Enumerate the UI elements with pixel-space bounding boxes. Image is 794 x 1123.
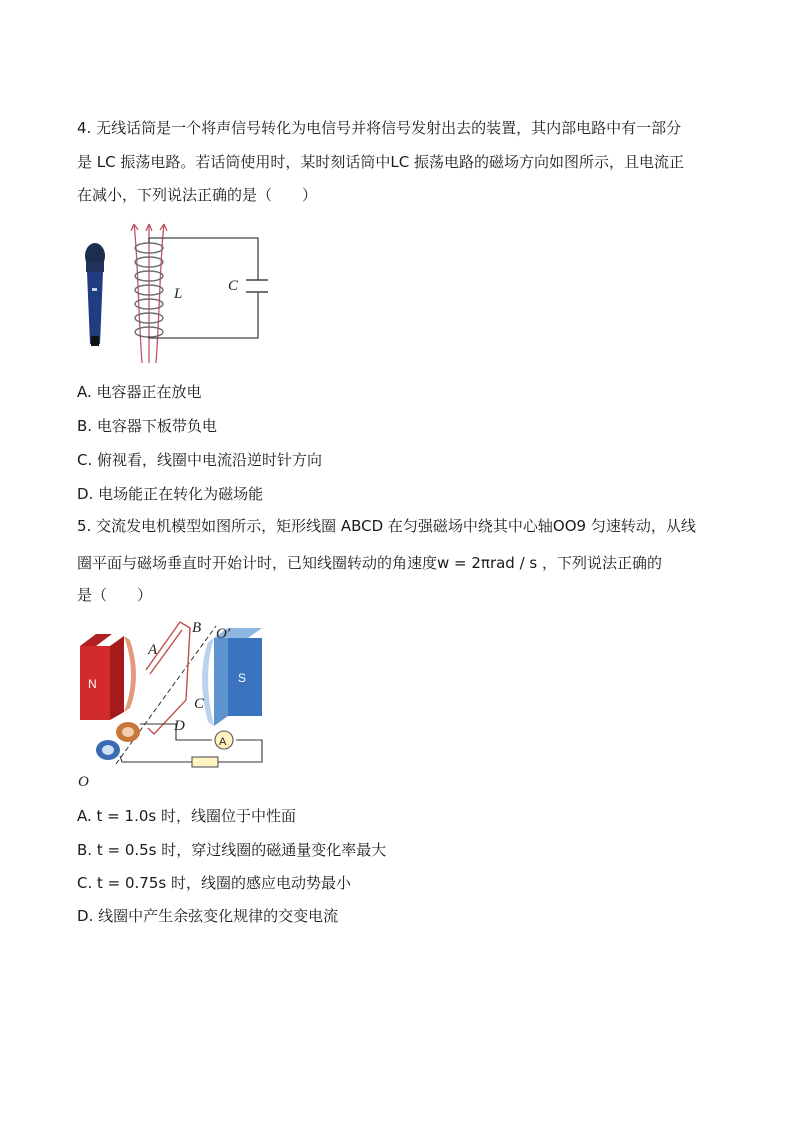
- magnet-n-pole: [80, 634, 136, 720]
- q5-stem-line-2: 圈平面与磁场垂直时开始计时，已知线圈转动的角速度w = 2πrad / s ，下列说法正确的: [77, 554, 663, 572]
- label-O-prime: O′: [216, 626, 231, 642]
- label-B: B: [192, 620, 202, 636]
- q5-generator-diagram: [76, 616, 272, 788]
- q4-stem-line-3: 在减小，下列说法正确的是（ ）: [77, 186, 318, 204]
- label-D: D: [174, 718, 185, 734]
- ammeter: [215, 731, 233, 749]
- external-circuit: [120, 724, 262, 767]
- microphone-icon: [85, 243, 105, 346]
- ammeter-label: A: [219, 736, 227, 748]
- circuit-wire: [149, 238, 268, 338]
- q4-option-d[interactable]: D. 电场能正在转化为磁场能: [77, 485, 264, 503]
- label-C: C: [228, 278, 239, 294]
- q4-lc-circuit-diagram: [78, 218, 268, 364]
- label-L: L: [174, 286, 183, 302]
- q5-figure: [76, 616, 272, 788]
- q5-option-c[interactable]: C. t = 0.75s 时，线圈的感应电动势最小: [77, 874, 351, 892]
- label-C: C: [194, 696, 205, 712]
- label-A: A: [148, 642, 158, 658]
- q5-stem-line-1: 5. 交流发电机模型如图所示，矩形线圈 ABCD 在匀强磁场中绕其中心轴OO9 匀速转动，从线: [77, 517, 696, 535]
- q4-option-a[interactable]: A. 电容器正在放电: [77, 383, 202, 401]
- q4-option-b[interactable]: B. 电容器下板带负电: [77, 417, 217, 435]
- q4-option-c[interactable]: C. 俯视看，线圈中电流沿逆时针方向: [77, 451, 323, 469]
- label-N: N: [88, 677, 97, 691]
- q5-stem-line-3: 是（ ）: [77, 586, 153, 604]
- q5-option-d[interactable]: D. 线圈中产生余弦变化规律的交变电流: [77, 907, 339, 925]
- q4-stem-line-2: 是 LC 振荡电路。若话筒使用时，某时刻话筒中LC 振荡电路的磁场方向如图所示，且电流正: [77, 153, 684, 171]
- magnetic-field-lines: [131, 224, 167, 363]
- q4-figure: [78, 218, 268, 364]
- slip-rings: [96, 722, 140, 760]
- q5-option-b[interactable]: B. t = 0.5s 时，穿过线圈的磁通量变化率最大: [77, 841, 387, 859]
- label-O: O: [78, 774, 89, 788]
- q4-stem-line-1: 4. 无线话筒是一个将声信号转化为电信号并将信号发射出去的装置，其内部电路中有一部分: [77, 119, 682, 137]
- label-S: S: [238, 671, 247, 685]
- magnet-s-pole: [202, 628, 262, 726]
- q5-option-a[interactable]: A. t = 1.0s 时，线圈位于中性面: [77, 807, 296, 825]
